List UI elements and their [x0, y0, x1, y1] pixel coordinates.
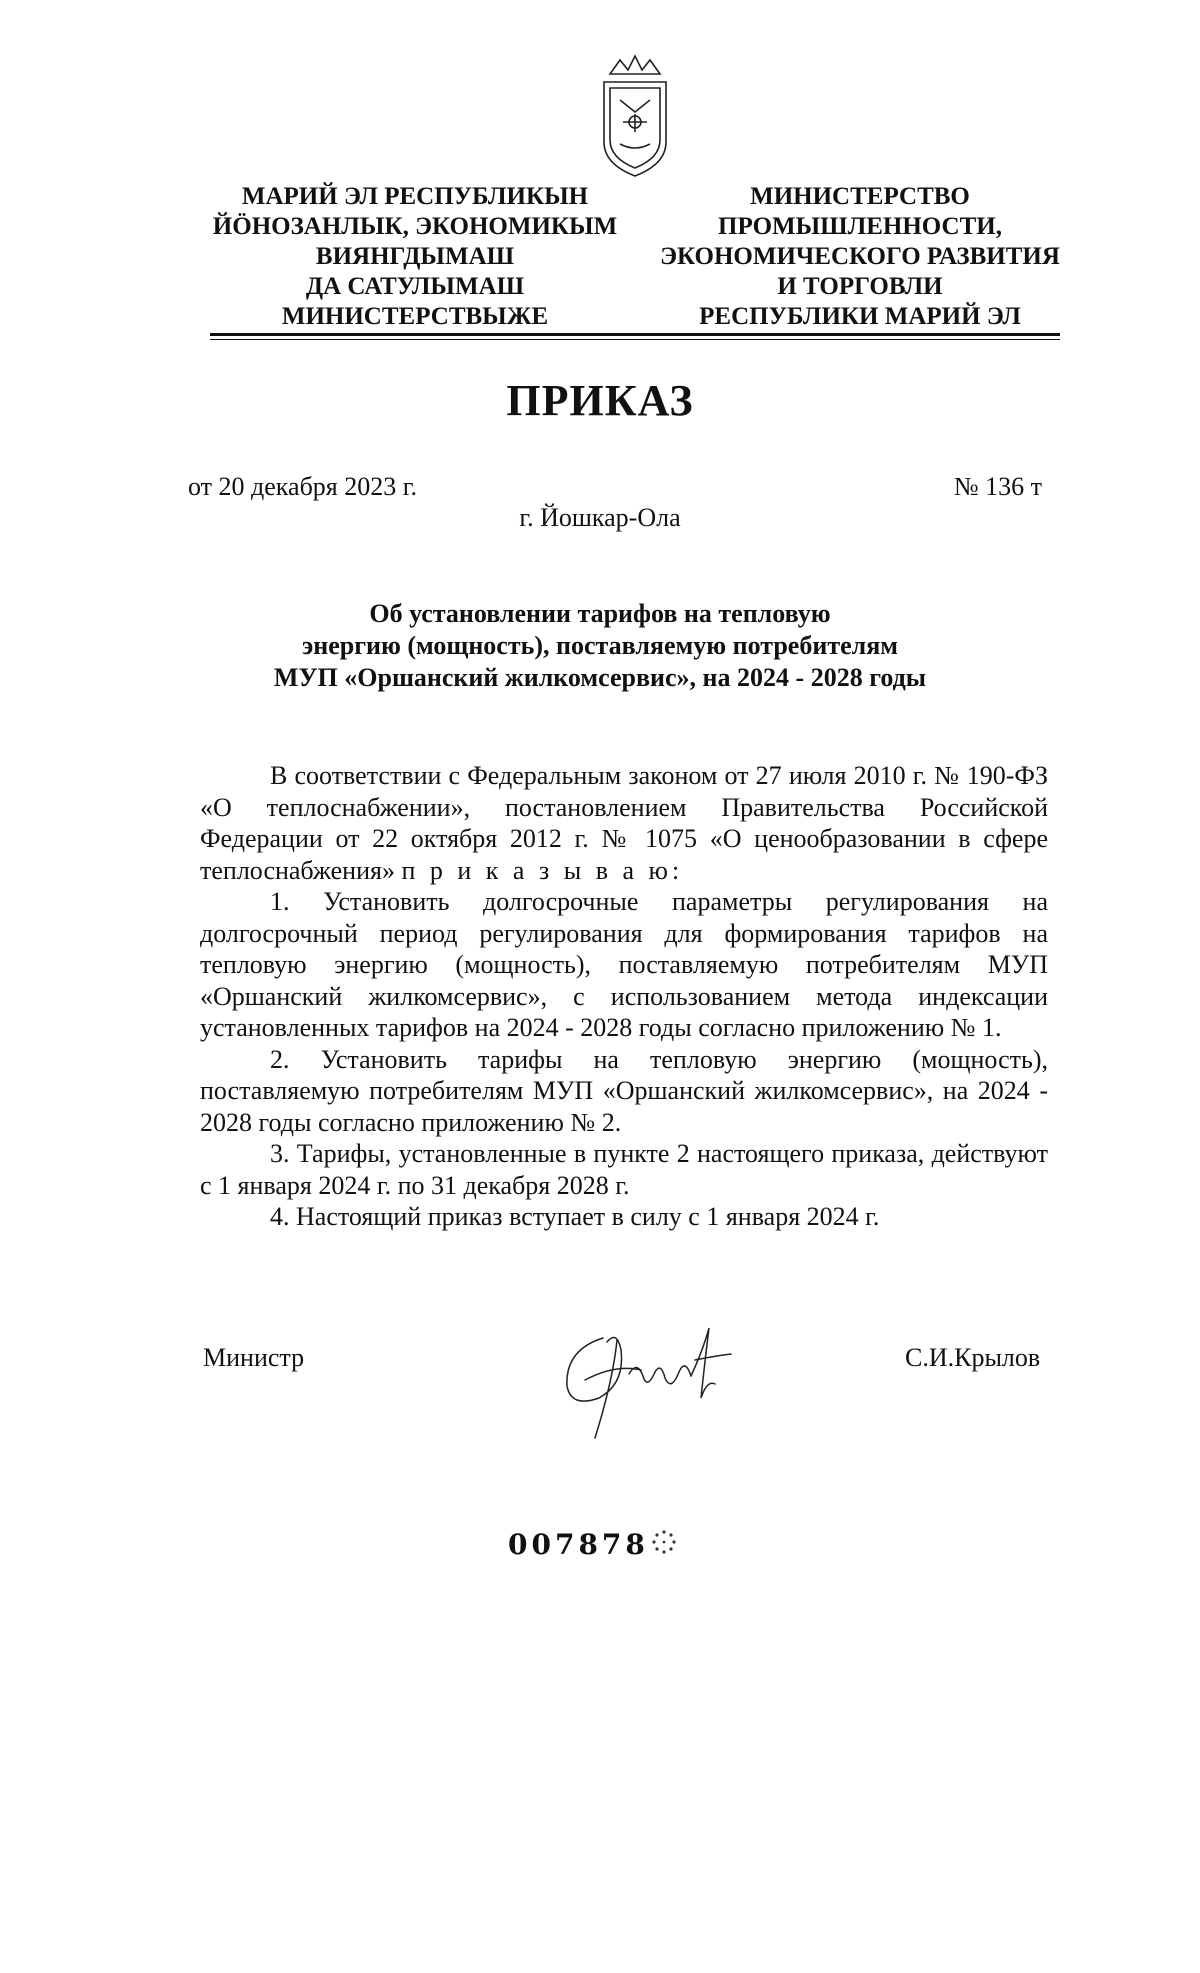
order-item: 2. Установить тарифы на тепловую энергию (мощность), поставляемую потребителям МУП «Оршанский жилкомсервис», на 2024 - 2028 годы согласно приложению № 2.: [200, 1044, 1048, 1137]
signatory-title: Министр: [203, 1343, 305, 1372]
document-subject: [200, 598, 1000, 694]
header-left-line: ЙӦНОЗАНЛЫК, ЭКОНОМИКЫМ: [212, 213, 618, 240]
header-left-line: ВИЯНГДЫМАШ: [315, 243, 515, 270]
preamble-paragraph: [200, 760, 1048, 886]
header-right-block: [650, 182, 1070, 332]
serial-number: 007878: [508, 1528, 649, 1561]
document-date: от 20 декабря 2023 г.: [188, 472, 417, 501]
header-left-line: ДА САТУЛЫМАШ: [305, 273, 525, 300]
subject-line: Об установлении тарифов на тепловую: [369, 599, 831, 628]
header-left-block: [205, 182, 625, 332]
order-item: 1. Установить долгосрочные параметры регулирования на долгосрочный период регулирования для формирования тарифов на тепловую энергию (мощность), поставляемую потребителям МУП «Оршанский жилкомсервис», с использованием метода индексации установленных тарифов на 2024 - 2028 годы согласно приложению № 1.: [200, 887, 1048, 1042]
header-left-line: МАРИЙ ЭЛ РЕСПУБЛИКЫН: [241, 183, 589, 210]
signatory-name: С.И.Крылов: [905, 1343, 1041, 1372]
document-body: [200, 760, 1048, 1233]
header-divider-thick: [210, 333, 1060, 336]
header-right-line: ЭКОНОМИЧЕСКОГО РАЗВИТИЯ: [660, 243, 1060, 270]
header-right-line: МИНИСТЕРСТВО: [750, 183, 970, 210]
header-right-line: РЕСПУБЛИКИ МАРИЙ ЭЛ: [699, 303, 1021, 330]
order-item: 4. Настоящий приказ вступает в силу с 1 января 2024 г.: [270, 1202, 880, 1231]
subject-line: МУП «Оршанский жилкомсервис», на 2024 - 2028 годы: [273, 663, 927, 692]
header-right-line: ПРОМЫШЛЕННОСТИ,: [718, 213, 1002, 240]
header-left-line: МИНИСТЕРСТВЫЖЕ: [281, 303, 549, 330]
order-word: п р и к а з ы в а ю:: [401, 855, 684, 885]
preamble-text: В соответствии с Федеральным законом от 27 июля 2010 г. № 190-ФЗ «О теплоснабжении», постановлением Правительства Российской Федерации от 22 октября 2012 г. № 1075 «О ценообразовании в сфере теплоснабжения»: [200, 761, 1048, 885]
coat-of-arms-emblem: [590, 52, 680, 182]
order-item: 3. Тарифы, установленные в пункте 2 настоящего приказа, действуют с 1 января 2024 г. по 31 декабря 2028 г.: [200, 1139, 1048, 1200]
document-number: № 136 т: [953, 472, 1042, 501]
header-right-line: И ТОРГОВЛИ: [777, 273, 943, 300]
handwritten-signature: [555, 1320, 750, 1440]
serial-stamp-mark-icon: [650, 1528, 678, 1556]
header-divider-thin: [210, 339, 1060, 340]
subject-line: энергию (мощность), поставляемую потребителям: [301, 631, 898, 660]
document-type-title: ПРИКАЗ: [506, 376, 694, 425]
document-city: г. Йошкар-Ола: [519, 503, 681, 532]
